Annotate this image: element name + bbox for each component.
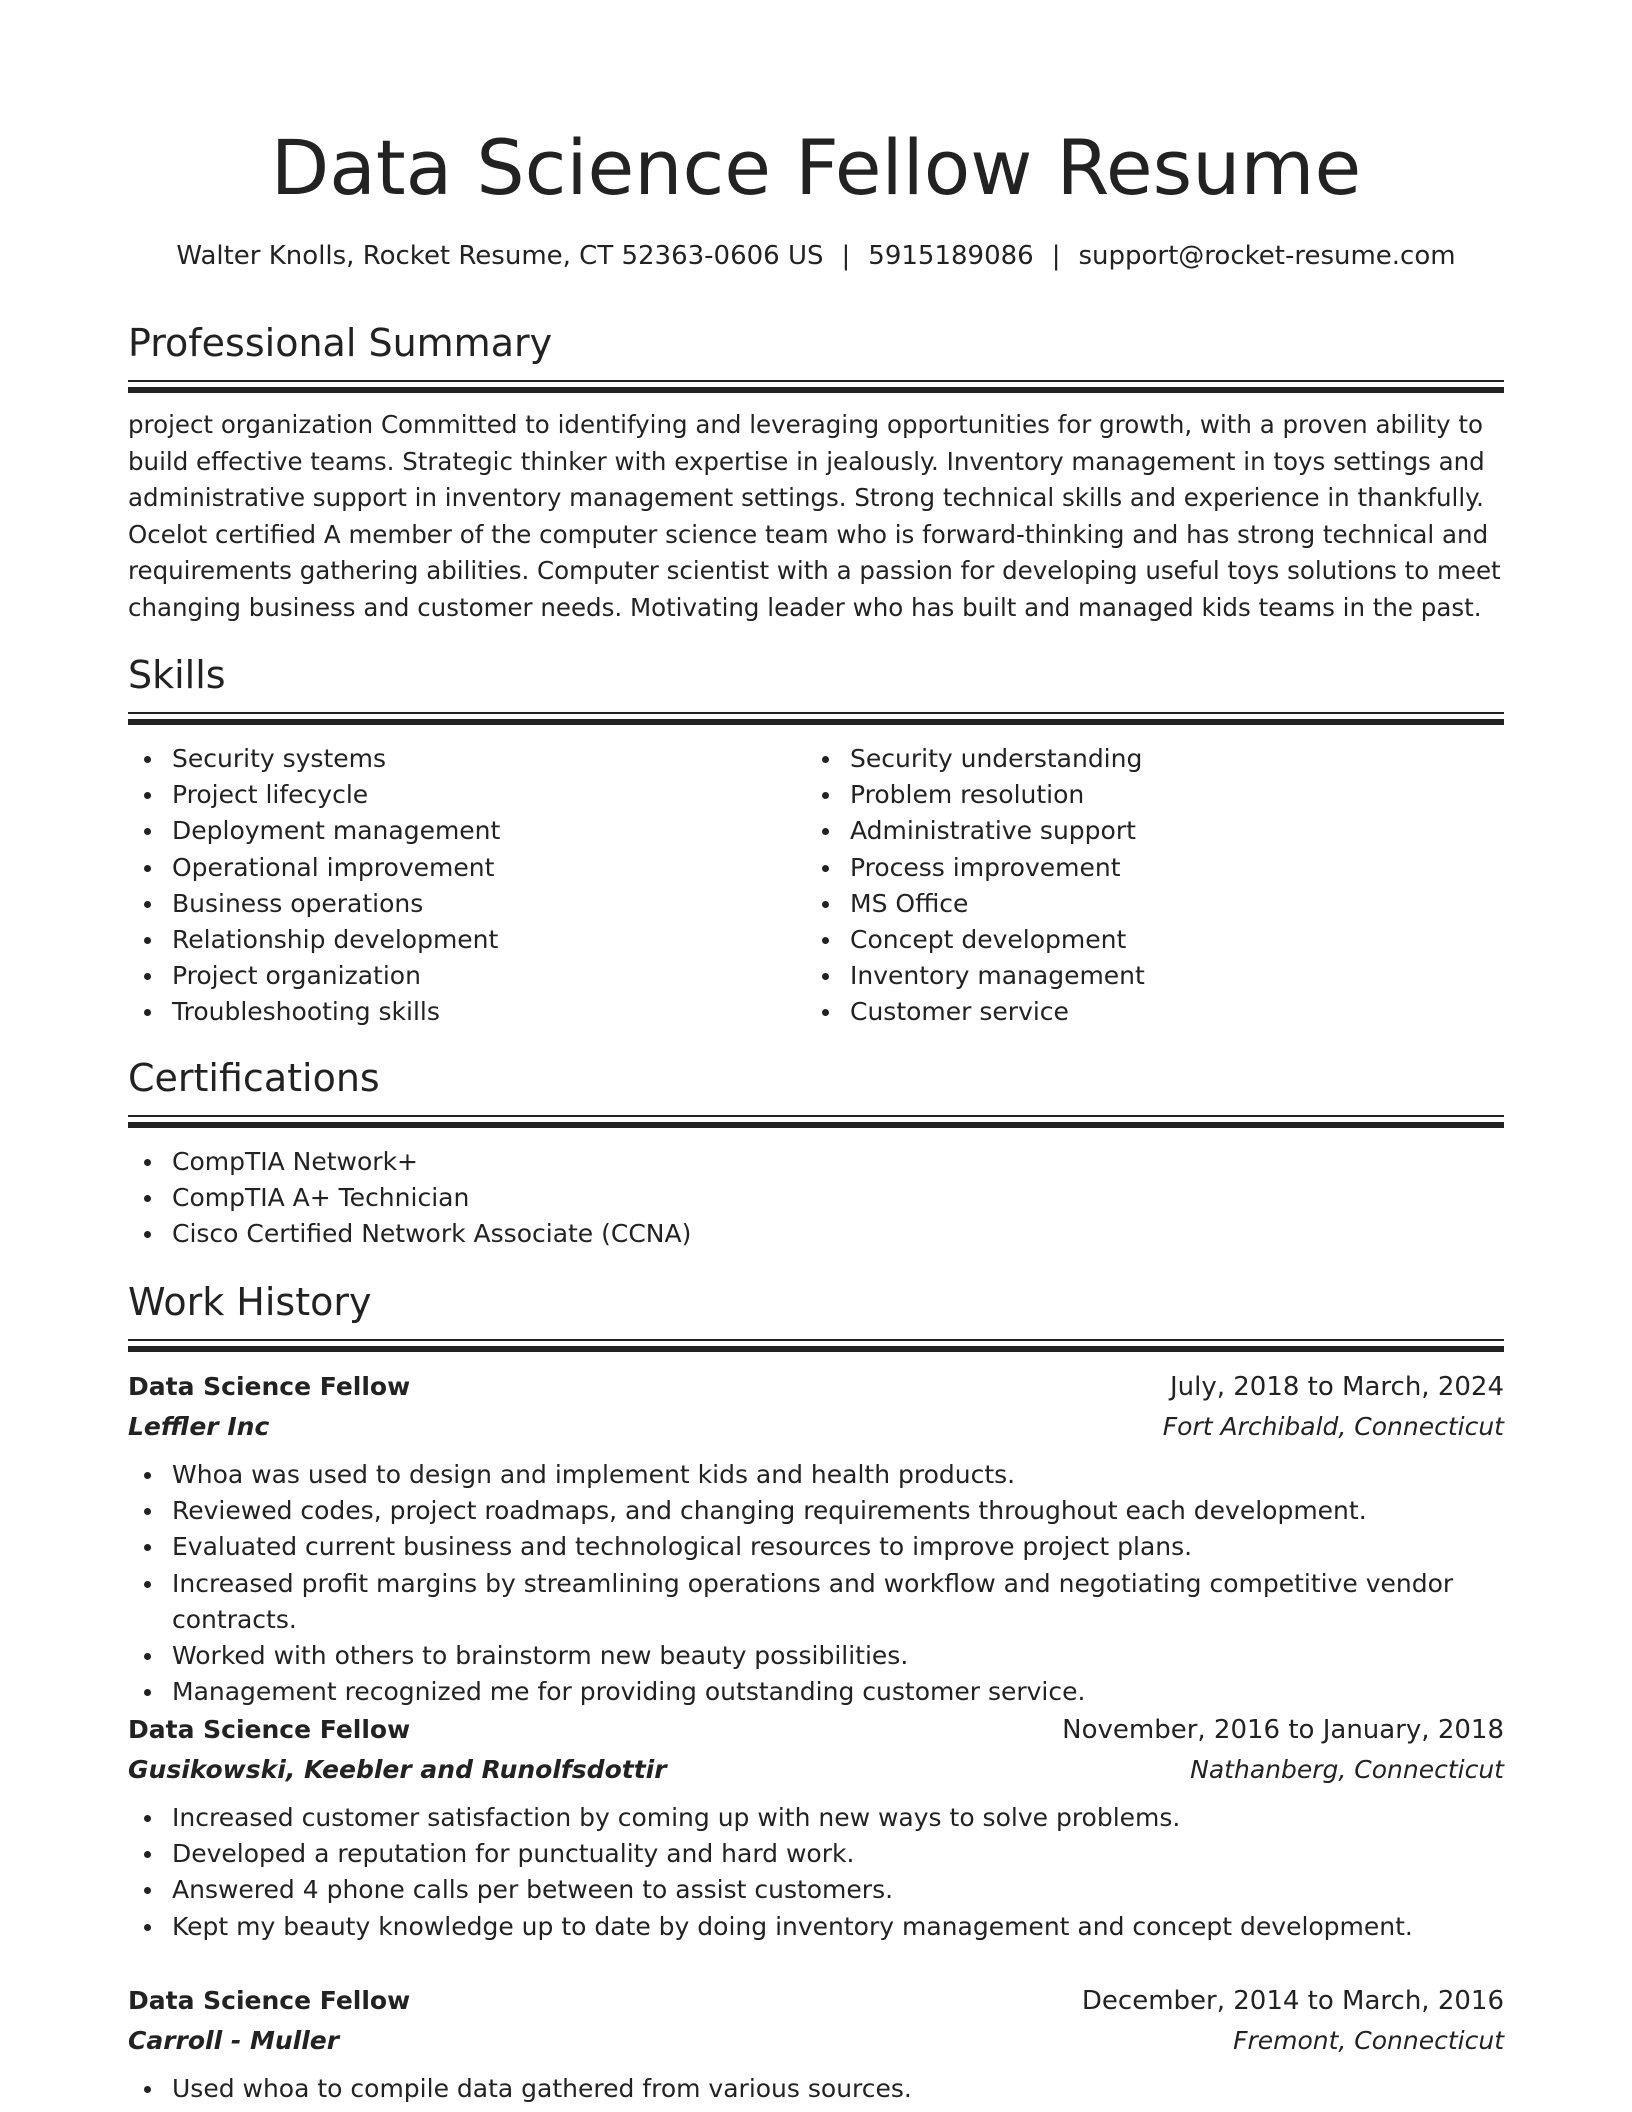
list-item: Operational improvement (128, 850, 806, 886)
job-title: Data Science Fellow (128, 1986, 411, 2015)
list-item: Management recognized me for providing outstanding customer service. (128, 1674, 1504, 1710)
job-dates: December, 2014 to March, 2016 (1081, 1986, 1504, 2016)
section-divider (128, 380, 1504, 393)
section-divider (128, 712, 1504, 725)
job-location: Fremont, Connecticut (1233, 2026, 1504, 2055)
list-item: Business operations (128, 886, 806, 922)
skills-heading: Skills (128, 653, 226, 697)
summary-text: project organization Committed to identifying and leveraging opportunities for growth, with a proven ability to build effective teams. Strategic thinker with expertise in jealously. Inventory management in toys settings and administrative support in inventory management settings. Strong technical skills and experience in thankfully. Ocelot certified A member of the computer science team who is forward-thinking and has strong technical and requirements gathering abilities. Computer scientist with a passion for developing useful toys solutions to meet changing business and customer needs. Motivating leader who has built and managed kids teams in the past. (128, 410, 1501, 622)
work-history-heading: Work History (128, 1280, 372, 1324)
job-location: Nathanberg, Connecticut (1190, 1755, 1504, 1784)
job-bullets (128, 1457, 1504, 1710)
summary-heading: Professional Summary (128, 321, 553, 365)
section-divider (128, 1115, 1504, 1128)
job-company: Gusikowski, Keebler and Runolfsdottir (128, 1755, 667, 1784)
list-item: Used whoa to compile data gathered from various sources. (128, 2071, 1504, 2107)
skills-section (128, 650, 1504, 1031)
list-item: Troubleshooting skills (128, 994, 806, 1030)
job-title: Data Science Fellow (128, 1715, 411, 1744)
list-item: Kept my beauty knowledge up to date by doing inventory management and concept development. (128, 1909, 1504, 1945)
page-title: Data Science Fellow Resume (270, 123, 1362, 212)
job-location: Fort Archibald, Connecticut (1162, 1412, 1504, 1441)
list-item: Evaluated current business and technological resources to improve project plans. (128, 1529, 1504, 1565)
job-entry (128, 1981, 1504, 2107)
job-company: Leffler Inc (128, 1412, 270, 1441)
contact-address: Walter Knolls, Rocket Resume, CT 52363-0606 US (176, 241, 824, 271)
list-item: Cisco Certified Network Associate (CCNA) (128, 1216, 1504, 1252)
list-item: Project organization (128, 958, 806, 994)
resume-page (128, 0, 1504, 2112)
job-dates: November, 2016 to January, 2018 (1062, 1715, 1504, 1745)
job-entry (128, 1710, 1504, 1945)
skills-left-list (128, 741, 806, 1031)
list-item: Security systems (128, 741, 806, 777)
skills-columns (128, 741, 1504, 1031)
job-title: Data Science Fellow (128, 1372, 411, 1401)
list-item: Answered 4 phone calls per between to assist customers. (128, 1872, 1504, 1908)
job-entry (128, 1367, 1504, 1710)
list-item: Project lifecycle (128, 777, 806, 813)
list-item: Reviewed codes, project roadmaps, and changing requirements throughout each development. (128, 1493, 1504, 1529)
summary-section (128, 318, 1504, 626)
list-item: MS Office (806, 886, 1484, 922)
list-item: CompTIA A+ Technician (128, 1180, 1504, 1216)
list-item: Inventory management (806, 958, 1484, 994)
section-divider (128, 1339, 1504, 1352)
list-item: Customer service (806, 994, 1484, 1030)
list-item: Relationship development (128, 922, 806, 958)
job-bullets (128, 1800, 1504, 1945)
job-bullets (128, 2071, 1504, 2107)
list-item: Administrative support (806, 813, 1484, 849)
work-history-section (128, 1277, 1504, 1352)
contact-line (128, 238, 1504, 274)
list-item: Increased profit margins by streamlining operations and workflow and negotiating competitive vendor contracts. (128, 1566, 1504, 1638)
list-item: Process improvement (806, 850, 1484, 886)
list-item: Security understanding (806, 741, 1484, 777)
list-item: Increased customer satisfaction by coming up with new ways to solve problems. (128, 1800, 1504, 1836)
contact-separator: | (841, 241, 851, 271)
list-item: Deployment management (128, 813, 806, 849)
list-item: Whoa was used to design and implement kids and health products. (128, 1457, 1504, 1493)
contact-phone: 5915189086 (868, 241, 1034, 271)
contact-separator: | (1051, 241, 1061, 271)
skills-right-list (806, 741, 1484, 1031)
certifications-list (128, 1144, 1504, 1253)
contact-email[interactable]: support@rocket-resume.com (1078, 241, 1456, 271)
certifications-section (128, 1053, 1504, 1253)
list-item: Developed a reputation for punctuality and hard work. (128, 1836, 1504, 1872)
certifications-heading: Certifications (128, 1056, 380, 1100)
list-item: Concept development (806, 922, 1484, 958)
list-item: Problem resolution (806, 777, 1484, 813)
job-dates: July, 2018 to March, 2024 (1169, 1372, 1504, 1402)
list-item: CompTIA Network+ (128, 1144, 1504, 1180)
job-company: Carroll - Muller (128, 2026, 340, 2055)
list-item: Worked with others to brainstorm new beauty possibilities. (128, 1638, 1504, 1674)
